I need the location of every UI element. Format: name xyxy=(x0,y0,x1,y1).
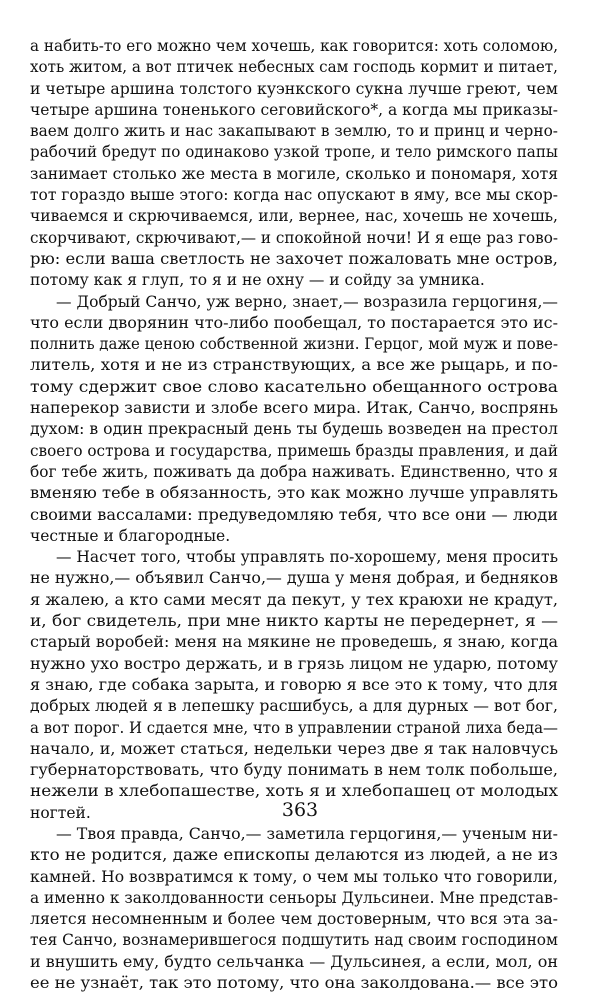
text-line xyxy=(30,760,558,781)
text-line-content: начало, и, может статься, недельки через две я так наловчусь xyxy=(30,739,558,758)
text-line xyxy=(30,185,558,206)
text-line-content: я жалею, а кто сами месят да пекут, у тех краюхи не крадут, xyxy=(30,590,559,609)
text-line-content: рабочий бредут по одинаково узкой тропе, и тело римского папы xyxy=(30,143,558,162)
text-line-content: наперекор зависти и злобе всего мира. Итак, Санчо, воспрянь xyxy=(30,399,559,418)
text-line xyxy=(30,845,558,866)
text-line xyxy=(30,824,558,845)
text-line-content: и внушить ему, будто сельчанка — Дульсинея, а если, мол, он xyxy=(30,952,558,971)
text-line-content: кто не родится, даже епископы делаются из людей, а не из xyxy=(30,846,558,865)
text-line xyxy=(30,973,558,994)
text-line-content: и, бог свидетель, при мне никто карты не передернет, я — xyxy=(30,612,559,631)
text-line xyxy=(30,334,558,355)
text-line xyxy=(30,867,558,888)
text-line-content: духом: в один прекрасный день ты будешь возведен на престол xyxy=(30,420,558,439)
text-line xyxy=(30,611,558,632)
text-line-content: а набить-то его можно чем хочешь, как говорится: хоть соломою, xyxy=(30,37,559,55)
text-line xyxy=(30,270,558,291)
text-line-content: своего острова и государства, примешь бразды правления, и дай xyxy=(30,441,558,460)
text-line xyxy=(30,718,558,739)
text-line xyxy=(30,505,558,526)
text-line-content: и четыре аршина толстого куэнкского сукна лучше греют, чем xyxy=(30,79,558,98)
text-line-content: тея Санчо, вознамерившегося подшутить над своим господином xyxy=(30,931,558,950)
text-line xyxy=(30,398,558,419)
text-line xyxy=(30,547,558,568)
text-line xyxy=(30,355,558,376)
text-line xyxy=(30,57,558,78)
text-line xyxy=(30,632,558,653)
text-line-content: ее не узнаёт, так это потому, что она заколдована.— все это xyxy=(30,974,558,993)
text-line xyxy=(30,654,558,675)
text-line-content: занимает столько же места в могиле, сколько и пономаря, хотя xyxy=(30,164,559,183)
text-line xyxy=(30,206,558,227)
text-line xyxy=(30,888,558,909)
text-line-content: четыре аршина тоненького сеговийского*, а когда мы приказы- xyxy=(30,100,558,119)
text-line-content: нежели в хлебопашестве, хоть я и хлебопашец от молодых xyxy=(30,782,559,801)
text-line-content: губернаторствовать, что буду понимать в нем толк побольше, xyxy=(30,761,558,780)
text-line xyxy=(30,249,558,270)
text-line-content: добрых людей я в лепешку расшибусь, а для дурных — вот бог, xyxy=(30,697,558,716)
text-line-content: — Добрый Санчо, уж верно, знает,— возразила герцогиня,— xyxy=(56,292,558,311)
text-line xyxy=(30,121,558,142)
text-line xyxy=(30,483,558,504)
text-line xyxy=(30,462,558,483)
text-line xyxy=(30,930,558,951)
text-line-content: нужно ухо востро держать, и в грязь лицом не ударю, потому xyxy=(30,654,559,673)
text-line-content: вменяю тебе в обязанность, это как можно лучше управлять xyxy=(30,484,559,503)
text-line xyxy=(30,142,558,163)
text-line xyxy=(30,952,558,973)
text-line xyxy=(30,36,558,57)
text-line xyxy=(30,909,558,930)
text-line-content: а вот порог. И сдается мне, что в управлении страной лиха беда— xyxy=(30,718,558,737)
text-line-content: а именно к заколдованности сеньоры Дульсинеи. Мне представ- xyxy=(30,888,559,907)
text-line-content: честные и благородные. xyxy=(30,526,231,545)
text-line-content: тот гораздо выше этого: когда нас опускают в яму, все мы скор- xyxy=(30,186,558,205)
text-line xyxy=(30,164,558,185)
text-line-content: тому сдержит свое слово касательно обещанного острова xyxy=(30,377,559,396)
text-line xyxy=(30,441,558,462)
text-line xyxy=(30,292,558,313)
text-line xyxy=(30,419,558,440)
text-line xyxy=(30,100,558,121)
text-line-content: я знаю, где собака зарыта, и говорю я все это к тому, что для xyxy=(30,675,558,694)
text-line xyxy=(30,228,558,249)
text-line-content: рю: если ваша светлость не захочет пожаловать мне остров, xyxy=(30,249,559,268)
text-line xyxy=(30,590,558,611)
text-line-content: не нужно,— объявил Санчо,— душа у меня добрая, и бедняков xyxy=(30,569,558,588)
text-line-content: что если дворянин что-либо пообещал, то постарается это ис- xyxy=(30,313,559,332)
text-line-content: скорчивают, скрючивают,— и спокойной ночи! И я еще раз гово- xyxy=(30,228,558,247)
text-line-content: камней. Но возвратимся к тому, о чем мы только что говорили, xyxy=(30,867,558,886)
page-number: 363 xyxy=(281,799,319,821)
text-line-content: потому как я глуп, то я и не охну — и сойду за умника. xyxy=(30,271,485,290)
text-line xyxy=(30,696,558,717)
text-line-content: чиваемся и скрючиваемся, или, вернее, нас, хочешь не хочешь, xyxy=(30,207,558,226)
text-line xyxy=(30,526,558,547)
text-line-content: старый воробей: меня на мякине не проведешь, я знаю, когда xyxy=(30,633,558,652)
text-line xyxy=(30,377,558,398)
text-line-content: полнить даже ценою собственной жизни. Герцог, мой муж и пове- xyxy=(30,335,559,354)
text-line-content: своими вассалами: предуведомляю тебя, что все они — люди xyxy=(30,505,559,524)
text-line-content: — Насчет того, чтобы управлять по-хорошему, меня просить xyxy=(56,548,559,567)
text-line-content: ногтей. xyxy=(30,803,91,822)
text-line-content: литель, хотя и не из странствующих, а все же рыцарь, и по- xyxy=(30,356,559,375)
text-line-content: бог тебе жить, поживать да добра наживать. Единственно, что я xyxy=(30,462,559,481)
text-line xyxy=(30,675,558,696)
text-line xyxy=(30,568,558,589)
body-text xyxy=(30,36,558,994)
text-line-content: ляется несомненным и более чем достоверным, что вся эта за- xyxy=(30,910,558,929)
text-line xyxy=(30,79,558,100)
text-line-content: ваем долго жить и нас закапывают в землю, то и принц и черно- xyxy=(30,122,558,141)
text-line-content: — Твоя правда, Санчо,— заметила герцогиня,— ученым ни- xyxy=(56,824,559,843)
text-line xyxy=(30,739,558,760)
text-line xyxy=(30,313,558,334)
text-line-content: хоть житом, а вот птичек небесных сам господь кормит и питает, xyxy=(30,58,558,77)
